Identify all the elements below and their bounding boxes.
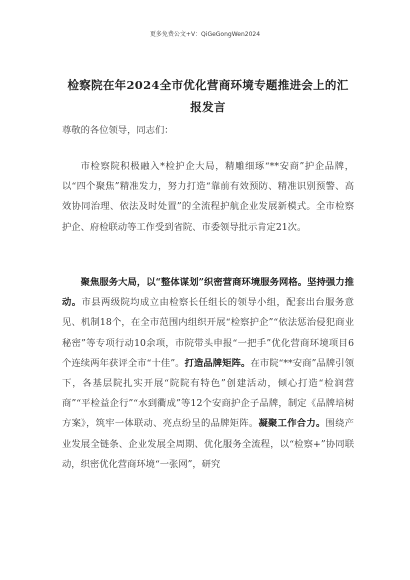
paragraph-intro: 市检察院积极融入*检护企大局，精雕细琢“**安商”护企品牌，以“四个聚焦”精准发力，努力打造“靠前有效预防、精准识别预警、高效协同治理、依法及时处置”的全流程护航企业发展新模式。全市检察护企、府检联动等工作受到省院、市委领导批示肯定21次。: [62, 161, 354, 233]
paragraph-service: [62, 273, 354, 475]
paragraph-text: 在市院“**安商”品牌引领下，各基层院扎实开展“院院有特色”创建活动，倾心打造“检润营商”“平检益企行”“水到衢成”等12个安商护企子品牌，制定《品牌培树方案》，筑牢一体联动、亮点纷呈的品牌矩阵。: [62, 357, 354, 430]
paragraph-text: 市县两级院均成立由检察长任组长的领导小组，配套出台服务意见、机制18个，在全市范围内组织开展“检察护企”“依法惩治侵犯商业秘密”等专项行动10余项，市院带头申报“一把手”优化营商环境项目6个连续两年获评全市“十佳”。: [62, 297, 354, 369]
header-note: 更多免费公文+V：QiGeGongWen2024: [149, 31, 261, 38]
subheading-joint-force: 凝聚工作合力。: [258, 418, 326, 430]
section-heading: 聚焦服务大局，以“整体谋划”织密营商环境服务网格。: [80, 277, 308, 288]
subheading-strong-push: 坚持强力推动。: [62, 277, 354, 309]
document-title: 检察院在年2024全市优化营商环境专题推进会上的汇报发言: [67, 78, 349, 114]
subheading-brand-matrix: 打造品牌矩阵。: [184, 357, 251, 369]
paragraph-text: 围绕产业发展全链条、企业发展全周期、优化服务全流程，以“检察+”协同联动，织密优化营商环境“一张网”，研究: [62, 418, 354, 470]
salutation: 尊敬的各位领导，同志们：: [62, 125, 174, 136]
